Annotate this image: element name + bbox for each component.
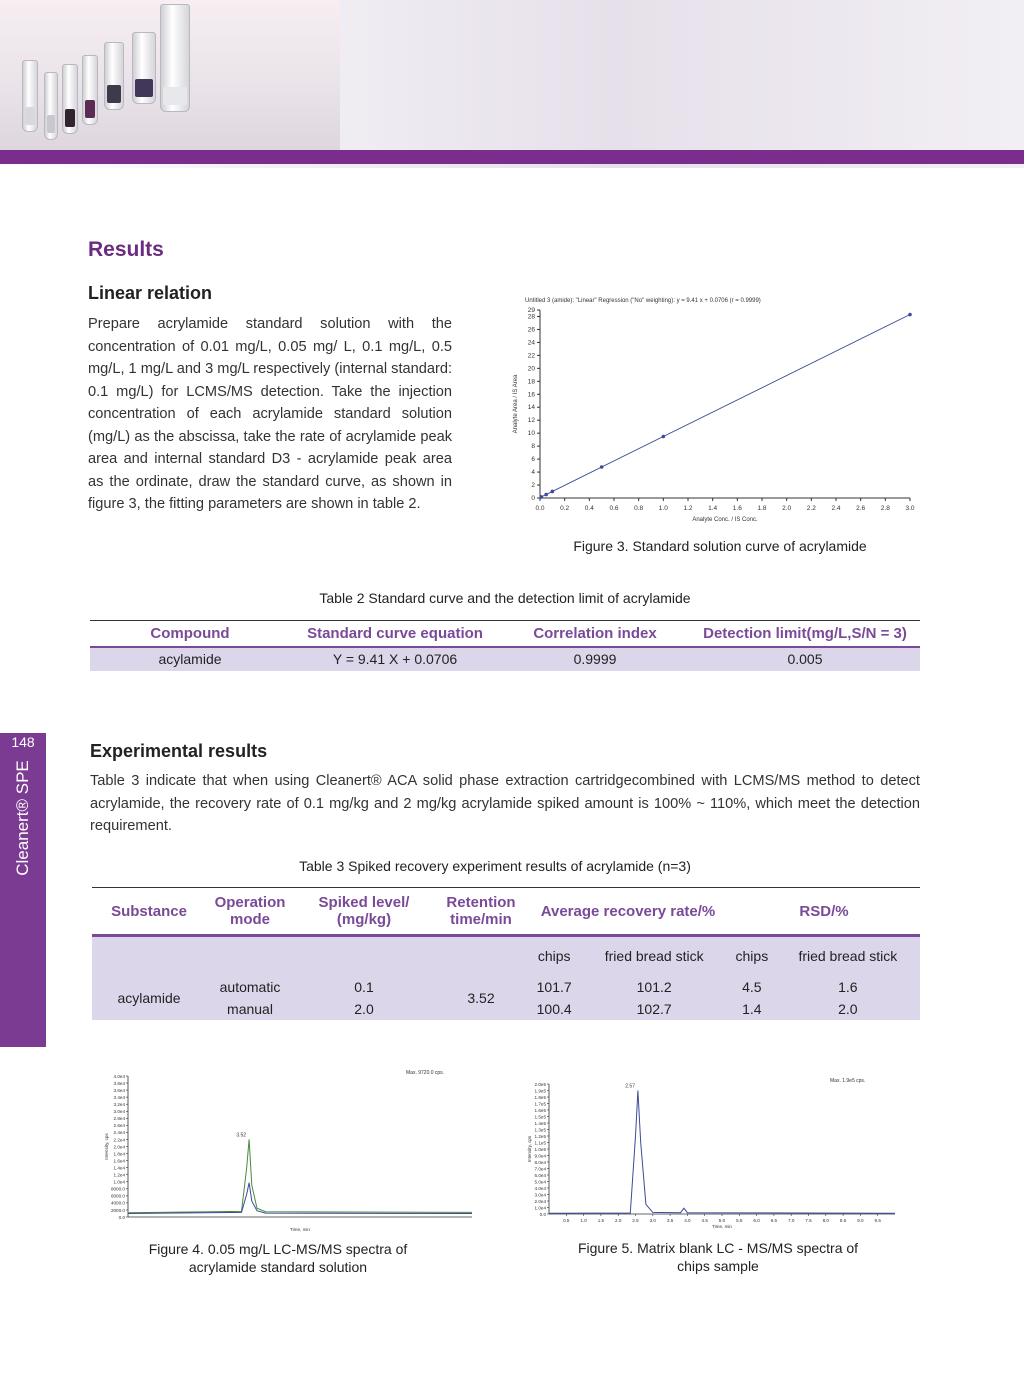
spe-cartridge-image	[132, 32, 156, 104]
figure3-caption: Figure 3. Standard solution curve of acrylamide	[573, 538, 867, 554]
y-tick-label: 2.0e4	[534, 1198, 546, 1204]
table3-cell-substance: acylamide	[117, 989, 181, 1006]
linear-relation-heading: Linear relation	[88, 283, 213, 303]
y-tick-label: 26	[527, 326, 535, 334]
y-tick-label: 1.8e5	[534, 1094, 546, 1100]
y-tick-label: 2.0e4	[113, 1144, 125, 1150]
table3-header-retention: Retention time/min	[446, 894, 516, 928]
y-tick-label: 1.4e5	[534, 1120, 546, 1126]
table3-subheader-rec-chips: chips	[537, 948, 571, 965]
y-tick-label: 4	[531, 469, 535, 477]
y-tick-label: 8.0e4	[534, 1159, 546, 1165]
brand-label: Cleanert® SPE	[13, 760, 32, 876]
y-tick-label: 3.2e4	[113, 1102, 125, 1107]
y-tick-label: 1.9e5	[534, 1088, 546, 1094]
x-tick-label: 1.8	[757, 505, 767, 512]
table3-cell-rsd-bread: 2.0	[838, 1000, 858, 1017]
x-tick-label: 6.0	[753, 1218, 760, 1223]
x-tick-label: 0.6	[609, 505, 619, 512]
y-tick-label: 14	[527, 404, 535, 412]
y-tick-label: 1.0e4	[534, 1205, 546, 1211]
x-axis-label: Time, min	[290, 1227, 310, 1232]
figure5-caption-line2: chips sample	[677, 1258, 759, 1274]
table2-header-equation: Standard curve equation	[307, 624, 483, 642]
x-tick-label: 7.5	[805, 1218, 812, 1223]
y-tick-label: 3.0e4	[113, 1109, 125, 1115]
spe-cartridge-image	[44, 72, 58, 140]
peak-label: 3.52	[236, 1132, 247, 1139]
x-tick-label: 3.0	[649, 1218, 656, 1223]
y-tick-label: 1.2e5	[534, 1133, 546, 1139]
table2-cell-equation: Y = 9.41 X + 0.0706	[332, 651, 458, 667]
table3-header-substance: Substance	[111, 902, 187, 920]
y-tick-label: 2.8e4	[113, 1116, 125, 1122]
y-axis-label: Intensity, cps	[104, 1133, 109, 1160]
y-tick-label: 1.5e5	[534, 1114, 546, 1120]
table3-cell-level: 0.1	[354, 978, 374, 995]
x-tick-label: 0.4	[584, 505, 594, 512]
data-point	[551, 490, 555, 494]
table3-subheader-rsd-bread: fried bread stick	[798, 947, 898, 964]
table3-cell-rec-bread: 102.7	[636, 1000, 672, 1017]
y-tick-label: 6	[531, 456, 535, 464]
x-tick-label: 2.8	[880, 505, 890, 512]
data-point	[544, 493, 548, 497]
x-axis-label: Time, min	[712, 1224, 732, 1229]
table3-caption: Table 3 Spiked recovery experiment results of acrylamide (n=3)	[299, 858, 691, 874]
data-point	[908, 313, 912, 317]
spe-cartridge-image	[22, 60, 38, 132]
y-tick-label: 3.6e4	[113, 1087, 125, 1093]
x-tick-label: 8.5	[839, 1218, 847, 1223]
x-tick-label: 4.0	[684, 1218, 691, 1223]
y-tick-label: 3.8e4	[113, 1080, 125, 1086]
spe-cartridge-image	[62, 64, 78, 134]
series-line	[128, 1183, 472, 1214]
table3-header-spiked-level: Spiked level/ (mg/kg)	[318, 894, 410, 928]
y-tick-label: 28	[527, 313, 535, 321]
table3-cell-blank	[294, 936, 434, 976]
x-tick-label: 7.0	[788, 1218, 795, 1223]
experimental-heading: Experimental results	[90, 741, 268, 761]
y-tick-label: 24	[527, 339, 535, 347]
linear-relation-paragraph: Prepare acrylamide standard solution with the concentration of 0.01 mg/L, 0.05 mg/ L, 0.1 mg/L, 0.5 mg/L, 1 mg/L and 3 mg/L respectively (internal standard: 0.1 mg/L) for LCMS/MS detection. Take the injection concentration of each acrylamide standard solution (mg/L) as the abscissa, take the rate of acrylamide peak area and internal standard D3 - acrylamide peak area as the ordinate, draw the standard curve, as shown in figure 3, the fitting parameters are shown in table 2.	[88, 316, 452, 512]
spe-cartridge-image	[160, 4, 190, 112]
table2-header-correlation: Correlation index	[533, 624, 657, 642]
spe-cartridge-image	[104, 42, 124, 110]
series-line	[128, 1139, 472, 1212]
x-tick-label: 8.0	[822, 1218, 829, 1223]
x-tick-label: 2.0	[782, 505, 792, 512]
table3-cell-rec-chips: 100.4	[536, 1000, 572, 1017]
table3-cell-blank	[92, 936, 206, 976]
x-tick-label: 6.5	[770, 1218, 778, 1223]
x-tick-label: 0.2	[560, 505, 570, 512]
x-tick-label: 9.5	[874, 1218, 881, 1223]
table2-cell-detection-limit: 0.005	[787, 651, 823, 667]
y-tick-label: 29	[527, 307, 535, 314]
experimental-paragraph: Table 3 indicate that when using Cleanert® ACA solid phase extraction cartridgecombined with LCMS/MS method to detect acrylamide, the recovery rate of 0.1 mg/kg and 2 mg/kg acrylamide spiked amount is 100% ~ 110%, which meet the detection requirement.	[90, 773, 920, 834]
y-tick-label: 8000.0	[110, 1186, 125, 1192]
table3	[92, 887, 920, 1020]
table3-cell-rec-chips: 101.7	[536, 978, 572, 995]
table3-cell-mode: manual	[227, 1000, 273, 1017]
y-tick-label: 1.6e5	[534, 1107, 546, 1113]
x-tick-label: 2.6	[856, 505, 866, 512]
table3-cell-level: 2.0	[354, 1000, 374, 1017]
figure4-caption-line1: Figure 4. 0.05 mg/L LC-MS/MS spectra of	[148, 1241, 408, 1257]
y-tick-label: 1.3e5	[534, 1127, 546, 1133]
y-tick-label: 1.0e4	[113, 1179, 125, 1185]
x-tick-label: 0.5	[563, 1218, 570, 1223]
x-tick-label: 1.6	[732, 505, 742, 512]
x-tick-label: 0.8	[634, 505, 644, 512]
x-tick-label: 2.0	[615, 1218, 622, 1223]
y-tick-label: 6.0e4	[534, 1172, 546, 1178]
page-number: 148	[11, 734, 35, 750]
y-axis-label: Analyte Area / IS Area	[513, 374, 519, 434]
x-tick-label: 2.5	[632, 1218, 639, 1223]
y-tick-label: 3.4e4	[113, 1094, 125, 1100]
x-tick-label: 3.5	[666, 1218, 674, 1223]
figure4-caption-line2: acrylamide standard solution	[188, 1259, 368, 1275]
y-tick-label: 16	[527, 391, 535, 399]
y-tick-label: 20	[527, 365, 535, 373]
y-tick-label: 1.4e4	[113, 1165, 125, 1171]
chart-title: Max. 1.9e5 cps.	[830, 1078, 866, 1084]
table2	[90, 620, 920, 671]
y-tick-label: 2.4e4	[113, 1130, 125, 1136]
banner-stripe	[0, 150, 1024, 164]
y-tick-label: 2.6e4	[113, 1123, 125, 1129]
y-tick-label: 22	[527, 352, 535, 360]
x-tick-label: 1.4	[708, 505, 718, 512]
y-tick-label: 1.6e4	[113, 1158, 125, 1164]
y-tick-label: 12	[527, 417, 535, 425]
figure5-caption-line1: Figure 5. Matrix blank LC - MS/MS spectra of	[577, 1240, 859, 1256]
figure5-chromatogram	[525, 1070, 905, 1232]
y-tick-label: 1.0e5	[534, 1146, 546, 1152]
y-tick-label: 8	[531, 443, 535, 451]
figure5-caption	[540, 1239, 896, 1275]
figure4-caption	[100, 1240, 456, 1276]
table2-cell-compound: acylamide	[158, 651, 222, 667]
x-tick-label: 9.0	[857, 1218, 864, 1223]
y-tick-label: 1.7e5	[534, 1101, 546, 1107]
y-tick-label: 18	[527, 378, 535, 386]
chart-title: Untitled 3 (amide): "Linear" Regression ("No" weighting): y = 9.41 x + 0.0706 (r = 0.9999)	[525, 298, 761, 304]
y-tick-label: 1.1e5	[534, 1140, 546, 1146]
y-tick-label: 5.0e4	[534, 1179, 546, 1185]
x-tick-label: 3.0	[905, 505, 915, 512]
y-tick-label: 3.0e4	[534, 1192, 546, 1198]
x-tick-label: 1.2	[683, 505, 693, 512]
figure4-chromatogram	[100, 1066, 480, 1232]
section-title: Results	[88, 238, 164, 261]
table3-header-operation: Operation mode	[214, 894, 286, 928]
y-tick-label: 7.0e4	[534, 1166, 546, 1172]
spe-cartridge-image	[82, 55, 98, 125]
y-tick-label: 0.0	[539, 1211, 546, 1217]
x-tick-label: 2.4	[831, 505, 841, 512]
header-banner	[0, 0, 1024, 168]
y-tick-label: 4.0e4	[113, 1073, 125, 1079]
data-point	[662, 435, 666, 439]
y-tick-label: 6000.0	[110, 1193, 125, 1199]
y-tick-label: 2	[531, 482, 535, 490]
table3-cell-rsd-chips: 1.4	[742, 1000, 762, 1017]
table3-cell-blank	[434, 936, 528, 976]
y-tick-label: 0.0	[118, 1214, 125, 1220]
table3-subheader-rsd-chips: chips	[735, 948, 769, 965]
y-tick-label: 2.0e5	[534, 1081, 546, 1087]
y-tick-label: 1.2e4	[113, 1172, 125, 1178]
data-point	[600, 465, 604, 469]
x-tick-label: 1.0	[658, 505, 668, 512]
table3-header-rsd: RSD/%	[799, 902, 849, 920]
y-tick-label: 10	[527, 430, 535, 438]
y-tick-label: 0	[531, 495, 535, 502]
data-point	[539, 495, 543, 499]
table3-cell-mode: automatic	[219, 978, 281, 995]
table3-cell-rsd-bread: 1.6	[838, 978, 858, 995]
table3-cell-blank	[206, 936, 294, 976]
y-tick-label: 2.2e4	[113, 1137, 125, 1143]
x-tick-label: 5.5	[736, 1218, 743, 1223]
x-tick-label: 5.0	[718, 1218, 726, 1223]
table2-header-detection-limit: Detection limit(mg/L,S/N = 3)	[703, 624, 907, 642]
fit-line	[540, 315, 910, 498]
table2-cell-correlation: 0.9999	[573, 651, 617, 667]
series-line	[549, 1091, 895, 1214]
standard-curve-chart	[500, 290, 920, 528]
y-tick-label: 4000.0	[110, 1200, 125, 1206]
x-tick-label: 0.0	[535, 505, 545, 512]
x-tick-label: 2.2	[806, 505, 816, 512]
y-tick-label: 2000.0	[110, 1207, 125, 1213]
table3-cell-retention: 3.52	[467, 989, 495, 1006]
table2-caption: Table 2 Standard curve and the detection limit of acrylamide	[319, 590, 691, 606]
table3-header-recovery: Average recovery rate/%	[540, 902, 716, 920]
y-tick-label: 9.0e4	[534, 1153, 546, 1159]
x-tick-label: 1.0	[580, 1218, 587, 1223]
table3-subheader-rec-bread: fried bread stick	[604, 947, 704, 964]
y-axis-label: Intensity, cps	[527, 1135, 532, 1163]
chart-title: Max. 9720.0 cps.	[406, 1070, 445, 1076]
x-axis-label: Analyte Conc. / IS Conc.	[692, 517, 758, 523]
table2-header-compound: Compound	[150, 624, 230, 642]
y-tick-label: 4.0e4	[534, 1185, 546, 1191]
peak-label: 2.57	[625, 1083, 635, 1090]
x-tick-label: 1.5	[597, 1218, 605, 1223]
x-tick-label: 4.5	[701, 1218, 708, 1223]
table3-cell-rsd-chips: 4.5	[742, 978, 762, 995]
table3-cell-rec-bread: 101.2	[636, 978, 672, 995]
y-tick-label: 1.8e4	[113, 1151, 125, 1157]
